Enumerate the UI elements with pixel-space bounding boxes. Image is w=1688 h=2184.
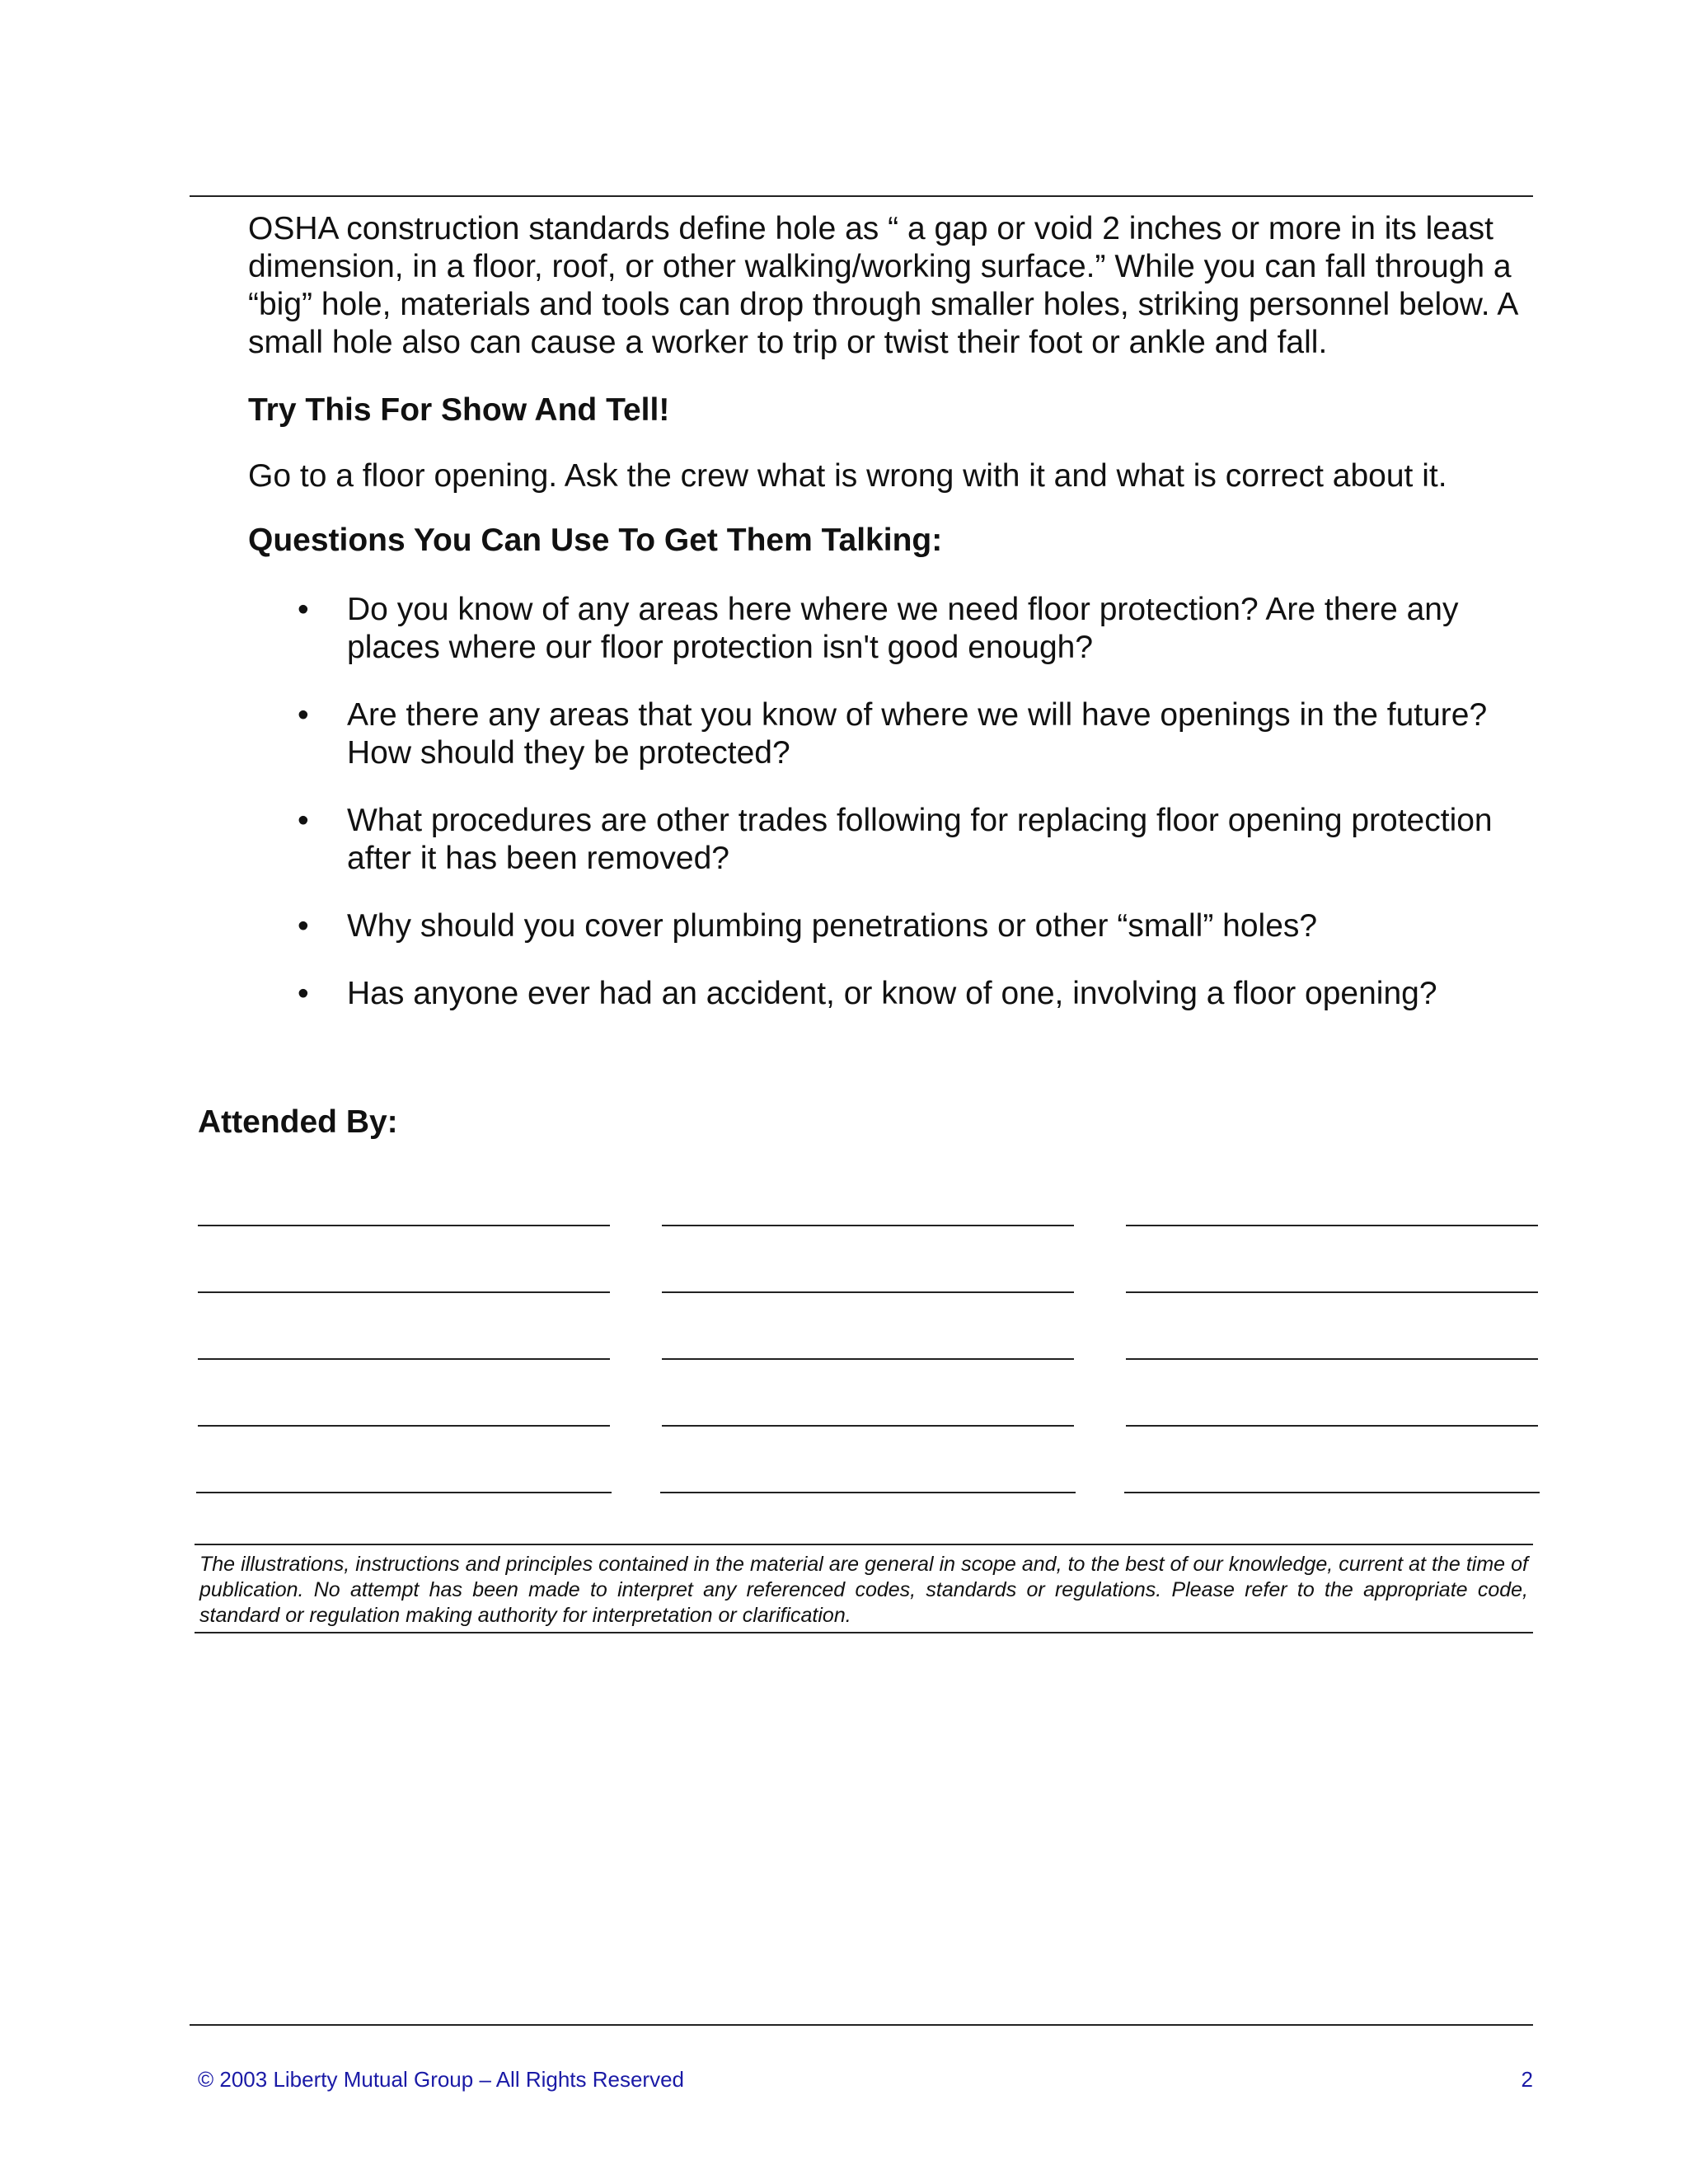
header-rule <box>190 195 1533 197</box>
show-and-tell-text: Go to a floor opening. Ask the crew what is wrong with it and what is correct about it. <box>248 458 1447 494</box>
signature-line[interactable] <box>662 1358 1074 1360</box>
list-item <box>298 907 1534 945</box>
footer-rule <box>190 2024 1533 2026</box>
question-text: Are there any areas that you know of where we will have openings in the future? How should they be protected? <box>347 697 1488 771</box>
signature-line[interactable] <box>662 1291 1074 1293</box>
disclaimer-box <box>195 1544 1533 1633</box>
questions-list <box>298 591 1534 1043</box>
bullet-icon: • <box>298 976 309 1011</box>
intro-paragraph: OSHA construction standards define hole as “ a gap or void 2 inches or more in its least dimension, in a floor, roof, or other walking/working surface.” While you can fall through a “big” hole, materials and tools can drop through smaller holes, striking personnel below. A small hole also can cause a worker to trip or twist their foot or ankle and fall. <box>248 211 1517 360</box>
bullet-icon: • <box>298 908 309 944</box>
attended-by-heading: Attended By: <box>198 1104 398 1140</box>
signature-line[interactable] <box>1126 1425 1538 1427</box>
disclaimer-text: The illustrations, instructions and principles contained in the material are general in scope and, to the best of our knowledge, current at the time of publication. No attempt has been made to interpret any referenced codes, standards or regulations. Please refer to the appropriate code, standard or regulation making authority for interpretation or clarification. <box>199 1553 1528 1627</box>
signature-line[interactable] <box>662 1225 1074 1226</box>
list-item <box>298 975 1534 1013</box>
page-number: 2 <box>1521 2067 1533 2092</box>
footer-copyright: © 2003 Liberty Mutual Group – All Rights Reserved <box>198 2067 685 2092</box>
signature-line[interactable] <box>1126 1358 1538 1360</box>
signature-line[interactable] <box>1124 1492 1540 1493</box>
bullet-icon: • <box>298 592 309 627</box>
question-text: Do you know of any areas here where we need floor protection? Are there any places where our floor protection isn't good enough? <box>347 592 1459 665</box>
bullet-icon: • <box>298 697 309 733</box>
question-text: Why should you cover plumbing penetrations or other “small” holes? <box>347 908 1318 944</box>
signature-line[interactable] <box>662 1425 1074 1427</box>
signature-line[interactable] <box>196 1492 612 1493</box>
signature-line[interactable] <box>198 1358 610 1360</box>
question-text: Has anyone ever had an accident, or know of one, involving a floor opening? <box>347 976 1437 1011</box>
list-item <box>298 802 1534 878</box>
signature-line[interactable] <box>660 1492 1076 1493</box>
signature-line[interactable] <box>1126 1225 1538 1226</box>
list-item <box>298 696 1534 772</box>
question-text: What procedures are other trades following for replacing floor opening protection after it has been removed? <box>347 803 1493 876</box>
list-item <box>298 591 1534 667</box>
bullet-icon: • <box>298 803 309 838</box>
signature-line[interactable] <box>1126 1291 1538 1293</box>
signature-line[interactable] <box>198 1225 610 1226</box>
show-and-tell-heading: Try This For Show And Tell! <box>248 392 670 428</box>
signature-line[interactable] <box>198 1291 610 1293</box>
questions-heading: Questions You Can Use To Get Them Talking: <box>248 523 943 558</box>
signature-line[interactable] <box>198 1425 610 1427</box>
